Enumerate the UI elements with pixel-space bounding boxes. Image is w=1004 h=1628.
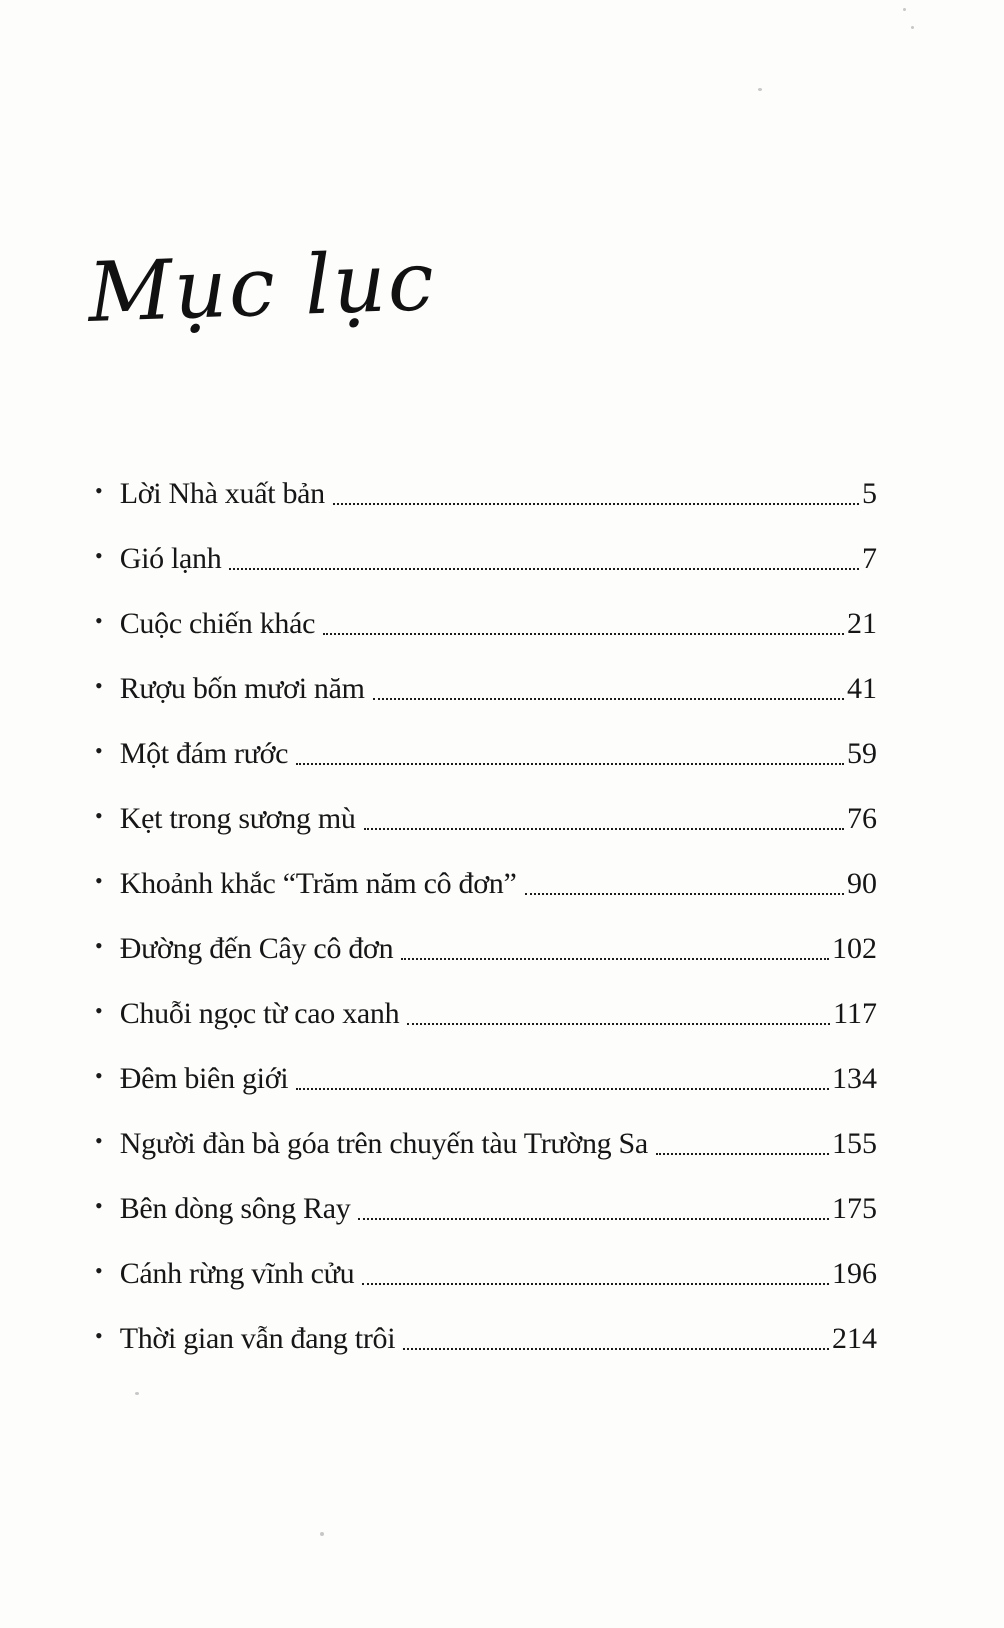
bullet-icon: • <box>95 998 103 1023</box>
toc-entry <box>95 738 877 769</box>
toc-entry-page-number: 117 <box>833 997 877 1030</box>
toc-entry-title: Đường đến Cây cô đơn <box>119 932 394 965</box>
scan-speck <box>320 1532 324 1536</box>
toc-entry-title: Gió lạnh <box>119 542 222 575</box>
toc-entry <box>95 673 877 704</box>
toc-entry-page-number: 90 <box>847 867 877 900</box>
dot-leader <box>323 633 844 635</box>
dot-leader <box>525 893 845 895</box>
toc-entry-title: Cuộc chiến khác <box>119 607 316 640</box>
dot-leader <box>333 503 859 505</box>
scan-speck <box>758 88 762 91</box>
toc-entry <box>95 803 877 834</box>
scan-speck <box>135 1392 139 1395</box>
toc-entry-title: Bên dòng sông Ray <box>119 1192 351 1225</box>
toc-entry <box>95 543 877 574</box>
bullet-icon: • <box>95 738 103 763</box>
dot-leader <box>656 1153 829 1155</box>
toc-entry-title: Thời gian vẫn đang trôi <box>119 1322 396 1355</box>
bullet-icon: • <box>95 673 103 698</box>
toc-entry-page-number: 102 <box>832 932 877 965</box>
toc-entry <box>95 1063 877 1094</box>
dot-leader <box>407 1023 830 1025</box>
bullet-icon: • <box>95 478 103 503</box>
toc-entry <box>95 1323 877 1354</box>
bullet-icon: • <box>95 933 103 958</box>
toc-entry-title: Lời Nhà xuất bản <box>119 477 325 510</box>
toc-entry-page-number: 21 <box>847 607 877 640</box>
scan-speck <box>903 8 906 11</box>
toc-entry-page-number: 214 <box>832 1322 877 1355</box>
toc-entry-title: Một đám rước <box>119 737 289 770</box>
toc-entry-page-number: 196 <box>832 1257 877 1290</box>
scan-speck <box>911 26 914 29</box>
toc-entry <box>95 1258 877 1289</box>
toc-entry-title: Khoảnh khắc “Trăm năm cô đơn” <box>119 867 517 900</box>
bullet-icon: • <box>95 1258 103 1283</box>
dot-leader <box>364 828 844 830</box>
toc-entry <box>95 608 877 639</box>
toc-entry-title: Người đàn bà góa trên chuyến tàu Trường Sa <box>119 1127 648 1160</box>
toc-entry-title: Rượu bốn mươi năm <box>119 672 365 705</box>
table-of-contents <box>95 478 877 1388</box>
toc-entry <box>95 478 877 509</box>
dot-leader <box>296 763 844 765</box>
toc-entry-page-number: 5 <box>862 477 877 510</box>
bullet-icon: • <box>95 1193 103 1218</box>
toc-entry-page-number: 76 <box>847 802 877 835</box>
dot-leader <box>229 568 859 570</box>
dot-leader <box>362 1283 829 1285</box>
toc-entry-title: Cánh rừng vĩnh cửu <box>119 1257 355 1290</box>
bullet-icon: • <box>95 1063 103 1088</box>
dot-leader <box>403 1348 829 1350</box>
toc-entry-page-number: 59 <box>847 737 877 770</box>
toc-entry <box>95 998 877 1029</box>
dot-leader <box>401 958 829 960</box>
toc-entry-page-number: 134 <box>832 1062 877 1095</box>
bullet-icon: • <box>95 1323 103 1348</box>
toc-entry-title: Đêm biên giới <box>119 1062 289 1095</box>
dot-leader <box>358 1218 829 1220</box>
bullet-icon: • <box>95 543 103 568</box>
bullet-icon: • <box>95 608 103 633</box>
toc-entry <box>95 1128 877 1159</box>
page-title: Mục lục <box>86 233 438 342</box>
toc-entry-page-number: 41 <box>847 672 877 705</box>
toc-entry <box>95 868 877 899</box>
dot-leader <box>296 1088 829 1090</box>
toc-entry-page-number: 7 <box>862 542 877 575</box>
toc-entry <box>95 933 877 964</box>
toc-entry-title: Kẹt trong sương mù <box>119 802 356 835</box>
bullet-icon: • <box>95 803 103 828</box>
toc-entry-page-number: 155 <box>832 1127 877 1160</box>
toc-entry-page-number: 175 <box>832 1192 877 1225</box>
bullet-icon: • <box>95 1128 103 1153</box>
bullet-icon: • <box>95 868 103 893</box>
toc-entry-title: Chuỗi ngọc từ cao xanh <box>119 997 400 1030</box>
toc-entry <box>95 1193 877 1224</box>
dot-leader <box>373 698 844 700</box>
